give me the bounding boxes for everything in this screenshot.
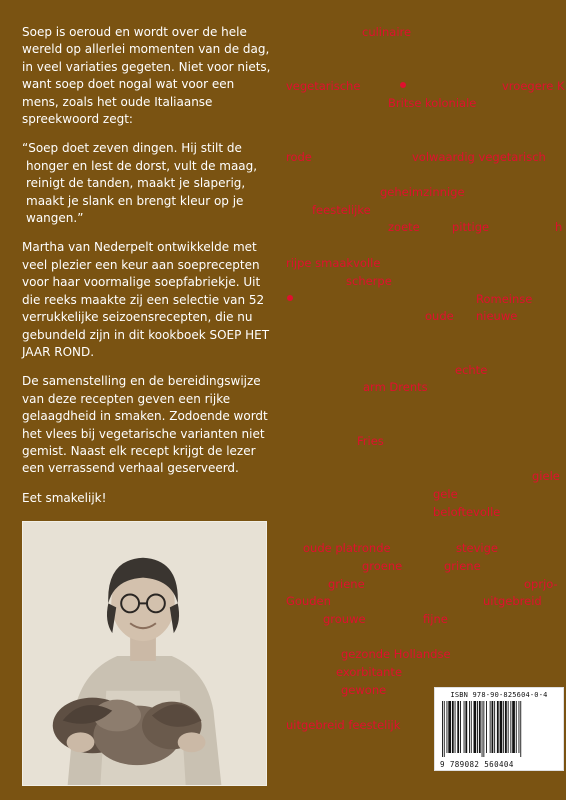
bullet-dot (400, 82, 406, 88)
word-vroegere: vroegere K (502, 79, 565, 93)
proverb-quote: “Soep doet zeven dingen. Hij stilt de honger en lest de dorst, vult de maag, reinigt de tanden, maakt je slaperig, maakt je slank en brengt kleur op je wangen.” (22, 141, 258, 226)
word-oprjo: oprjo- (524, 577, 558, 591)
barcode-bar (500, 701, 503, 753)
barcode-bar (519, 701, 520, 753)
word-britse-koloniale: Britse koloniale (388, 96, 477, 110)
word-arm-drents: arm Drents (363, 380, 428, 394)
word-vegetarische: vegetarische (286, 79, 361, 93)
recipes-paragraph: De samenstelling en de bereidingswijze van deze recepten geven een rijke gelaagdheid in smaken. Zodoende wordt het vlees bij vegetarische varianten niet gemist. Naast elk recept krijgt de lezer een verrassend verhaal geserveerd. (22, 374, 268, 476)
word-nieuwe: nieuwe (476, 309, 518, 323)
word-grouwe: grouwe (323, 612, 366, 626)
author-paragraph: Martha van Nederpelt ontwikkelde met veel plezier een keur aan soeprecepten voor haar voormalige soepfabriekje. Uit die reeks maakte zij een selectie van 52 verrukkelijke seizoensrecepten, die nu gebundeld zijn in dit kookboek SOEP HET JAAR ROND. (22, 240, 270, 359)
barcode-bar (516, 701, 517, 753)
word-oude: oude (425, 309, 454, 323)
bullet-dot (287, 295, 293, 301)
barcode-bar (510, 701, 511, 753)
barcode-bar (455, 701, 456, 753)
barcode-bar (520, 701, 521, 757)
barcode-bar (447, 701, 448, 753)
barcode-bar (444, 701, 445, 757)
intro-paragraph: Soep is oeroud en wordt over de hele wereld op allerlei momenten van de dag, in veel variaties gegeten. Niet voor niets, want soep doet nogal wat voor een mens, zoals het oude Italiaanse spreekwoord zegt: (22, 25, 271, 127)
barcode-bar (442, 701, 443, 757)
word-pittige: pittige (452, 220, 490, 234)
word-gele: gele (433, 487, 458, 501)
word-stevige: stevige (456, 541, 498, 555)
word-giele: giele (532, 469, 560, 483)
word-rode: rode (286, 150, 312, 164)
barcode-bar (479, 701, 481, 753)
author-photo (22, 521, 267, 786)
barcode-bars (440, 701, 558, 757)
barcode-bar (492, 701, 494, 753)
barcode-bar (457, 701, 459, 753)
barcode-bar (452, 701, 454, 753)
word-beloftevolle: beloftevolle (433, 505, 501, 519)
barcode-bar (448, 701, 451, 753)
barcode-bar (486, 701, 487, 753)
word-zoete: zoete (388, 220, 420, 234)
barcode-bar (503, 701, 504, 753)
barcode-bar (482, 701, 483, 757)
word-griene-1: griene (444, 559, 481, 573)
isbn-digits: 9 789082 560404 (440, 760, 514, 769)
word-echte: echte (455, 363, 488, 377)
word-romeinse: Romeinse (476, 292, 533, 306)
barcode-bar (460, 701, 461, 753)
word-gezonde-hollandse: gezonde Hollandse (341, 647, 451, 661)
word-gewone: gewone (341, 683, 387, 697)
word-culinaire: culinaire (362, 25, 412, 39)
barcode-bar (469, 701, 470, 753)
word-groene: groene (362, 559, 403, 573)
barcode-bar (483, 701, 484, 757)
barcode-bar (508, 701, 509, 753)
word-scherpe: scherpe (346, 274, 392, 288)
barcode-bar (494, 701, 495, 753)
word-gouden: Gouden (286, 594, 331, 608)
barcode-bar (477, 701, 478, 753)
word-rijpe-smaakvolle: rijpe smaakvolle (286, 256, 381, 270)
isbn-barcode (434, 687, 564, 771)
word-fries: Fries (357, 434, 384, 448)
word-volwaardig-vegetarisch: volwaardig vegetarisch (412, 150, 546, 164)
back-cover-text (22, 24, 272, 519)
barcode-bar (505, 701, 507, 753)
closing-line: Eet smakelijk! (22, 490, 107, 505)
word-uitgebreid-feestelijk: uitgebreid feestelijk (286, 718, 401, 732)
word-exorbitante: exorbitante (336, 665, 403, 679)
barcode-bar (474, 701, 477, 753)
barcode-bar (471, 701, 472, 753)
author-photo-illustration (23, 522, 266, 785)
word-fijne: fijne (423, 612, 448, 626)
word-feestelijke: feestelijke (312, 203, 371, 217)
word-geheimzinnige: geheimzinnige (380, 185, 465, 199)
isbn-label: ISBN 978-90-825604-0-4 (450, 691, 548, 699)
barcode-bar (465, 701, 467, 753)
word-oude-platronde: oude platronde (303, 541, 391, 555)
word-uitgebreid: uitgebreid (483, 594, 542, 608)
barcode-bar (512, 701, 515, 753)
word-griene-2: griene (328, 577, 365, 591)
barcode-bar (497, 701, 499, 753)
barcode-bar (490, 701, 491, 753)
barcode-bar (464, 701, 465, 753)
word-h: h (555, 220, 563, 234)
